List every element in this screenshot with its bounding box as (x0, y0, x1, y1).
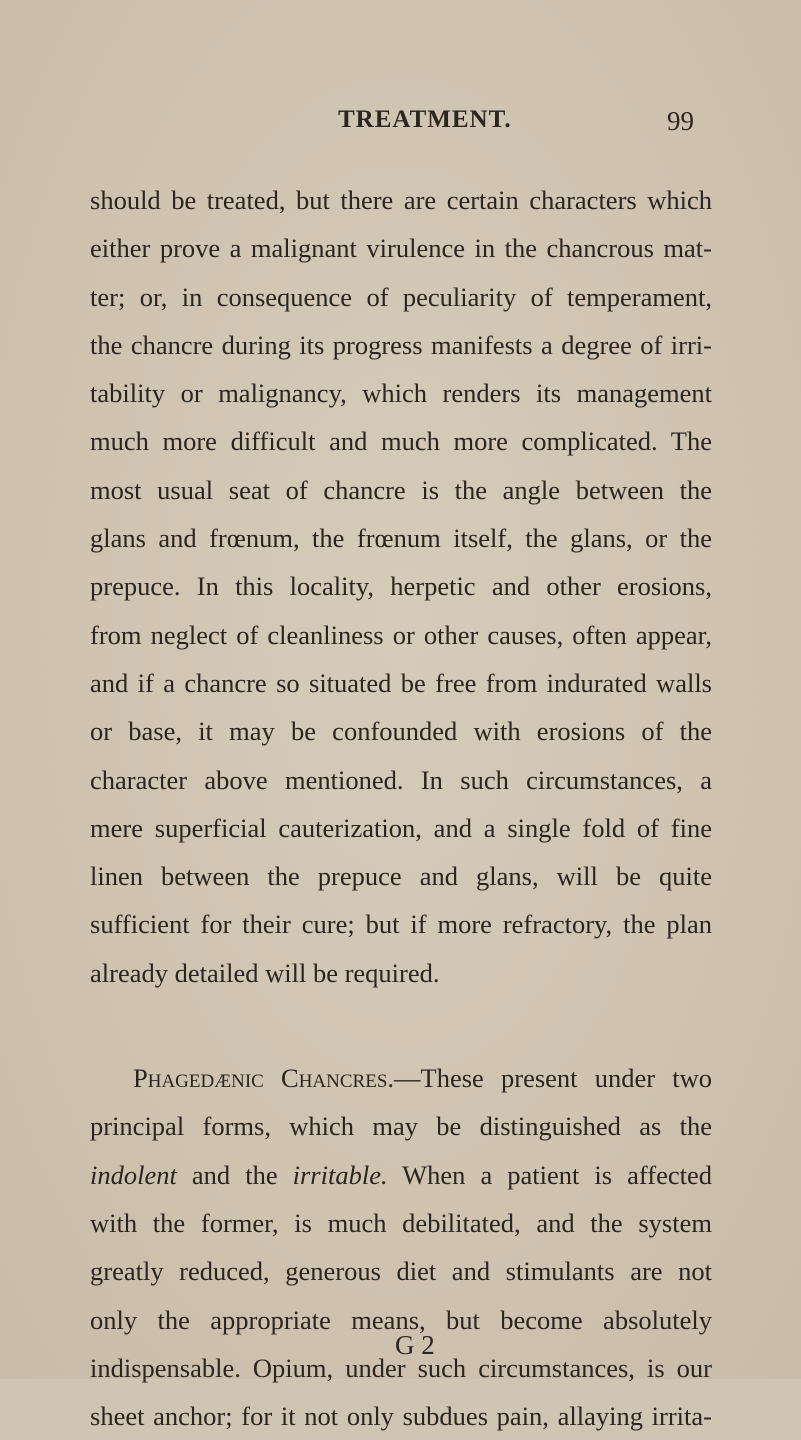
running-title: TREATMENT. (338, 106, 512, 133)
text-line: either prove a malignant virulence in the chancrous mat- (90, 233, 712, 264)
text-line: greatly reduced, generous diet and stimulants are not (90, 1256, 712, 1287)
text-line: linen between the prepuce and glans, will be quite (90, 861, 712, 892)
text-line: much more difficult and much more complicated. The (90, 426, 712, 457)
italic-term: irritable. (292, 1159, 388, 1190)
italic-term: indolent (90, 1159, 177, 1190)
text-run: When a patient is affected (387, 1159, 712, 1190)
text-line: or base, it may be confounded with erosions of the (90, 716, 712, 747)
text-line: indispensable. Opium, under such circumstances, is our (90, 1352, 712, 1383)
text-line: already detailed will be required. (90, 957, 440, 988)
text-line: ter; or, in consequence of peculiarity of temperament, (90, 281, 712, 312)
text-line: with the former, is much debilitated, and the system (90, 1207, 712, 1238)
body-text (90, 176, 712, 1440)
text-line: from neglect of cleanliness or other causes, often appear, (90, 619, 712, 650)
text-line: sheet anchor; for it not only subdues pain, allaying irrita- (90, 1401, 712, 1432)
text-run: —These present under two (394, 1063, 713, 1094)
text-line: most usual seat of chancre is the angle between the (90, 474, 712, 505)
text-line: should be treated, but there are certain characters which (90, 185, 712, 215)
paragraph-2 (90, 1054, 712, 1440)
text-run: and the (176, 1159, 293, 1190)
text-line: only the appropriate means, but become absolutely (90, 1304, 712, 1335)
text-line: sufficient for their cure; but if more refractory, the plan (90, 909, 712, 940)
text-line: the chancre during its progress manifests a degree of irri- (90, 329, 712, 360)
paragraph-1 (90, 176, 712, 997)
text-line: prepuce. In this locality, herpetic and other erosions, (90, 571, 712, 602)
text-line: glans and frœnum, the frœnum itself, the glans, or the (90, 523, 712, 554)
running-header (0, 106, 801, 146)
text-line (90, 1054, 712, 1102)
text-line: tability or malignancy, which renders its management (90, 378, 712, 409)
signature-mark: G 2 (395, 1330, 435, 1360)
text-line: and if a chancre so situated be free from indurated walls (90, 667, 712, 698)
text-line: principal forms, which may be distinguished as the (90, 1111, 712, 1142)
text-line: character above mentioned. In such circumstances, a (90, 764, 712, 795)
text-line (90, 1151, 712, 1199)
page-number: 99 (667, 106, 694, 136)
text-line: mere superficial cauterization, and a single fold of fine (90, 812, 712, 843)
section-heading: Phagedænic Chancres. (133, 1063, 395, 1094)
